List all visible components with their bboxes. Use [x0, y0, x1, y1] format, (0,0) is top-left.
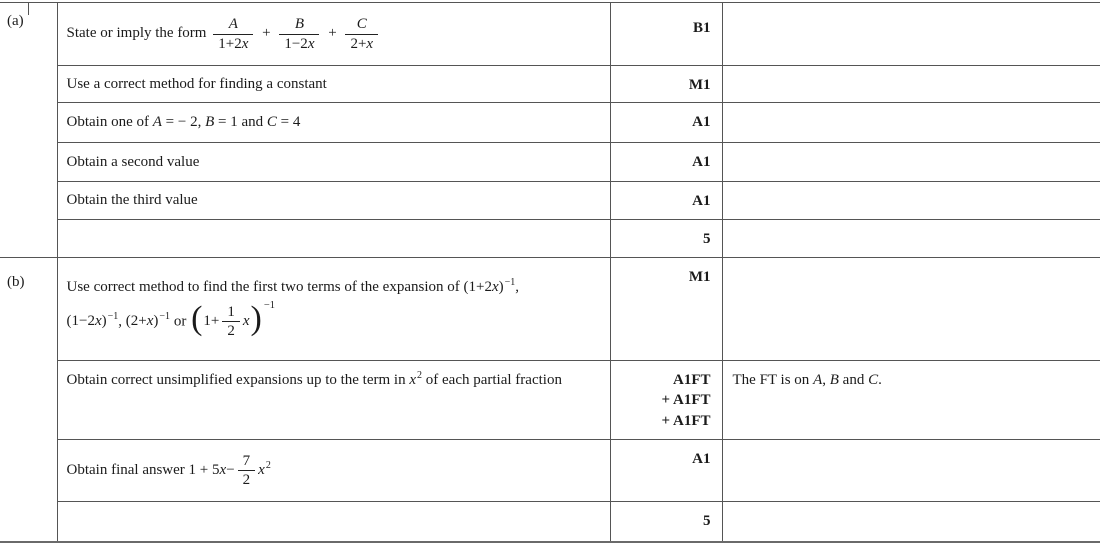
row-b2	[0, 361, 1100, 440]
comment-cell	[722, 182, 1100, 220]
open-paren: (	[191, 300, 203, 338]
variable-c: C	[266, 114, 277, 131]
comment-cell: The FT is on A, B and C.	[722, 361, 1100, 440]
row-a4	[0, 143, 1100, 182]
description-cell: Obtain one of A = − 2, B = 1 and C = 4	[57, 103, 610, 143]
expr-1plus2x-inv: $(1+2x)^{-1}$	[463, 277, 516, 296]
comment-cell	[722, 220, 1100, 258]
description-cell: Obtain correct unsimplified expansions up to the term in $x^2$ of each partial fraction	[57, 361, 610, 440]
close-paren: )	[250, 300, 262, 338]
mark-scheme-table	[0, 2, 1100, 543]
comment-cell	[722, 440, 1100, 502]
description-cell: Obtain the third value	[57, 182, 610, 220]
mark-cell: A1	[610, 182, 722, 220]
variable-x: x	[409, 372, 417, 388]
expr-1minus2x-inv: $(1-2x)^{-1}$	[66, 311, 119, 330]
comment-cell	[722, 258, 1100, 361]
comment-cell	[722, 502, 1100, 542]
description-text: State or imply the form	[66, 25, 207, 42]
comment-cell	[722, 103, 1100, 143]
fraction-seven-halves: $\frac{7}{2}$	[238, 453, 256, 489]
variable-c: C	[868, 372, 879, 388]
description-cell: Use a correct method for finding a constant	[57, 66, 610, 103]
part-label-b: (b)	[7, 274, 25, 290]
row-a-total	[0, 220, 1100, 258]
fraction-b-over-1minus2x: $\frac{B}{1-2x}$	[279, 16, 319, 52]
description-cell	[57, 258, 610, 361]
total-marks-cell: 5	[610, 220, 722, 258]
mark-line: + A1FT	[661, 412, 711, 429]
row-b3	[0, 440, 1100, 502]
row-b-total	[0, 502, 1100, 542]
description-line-2: $(1-2x)^{-1}$, $(2+x)^{-1}$ or (1+ $\frac{1}{2}$ x) $^{-1}$	[66, 300, 276, 340]
mark-cell: A1	[610, 143, 722, 182]
mark-cell: B1	[610, 3, 722, 66]
description-cell	[57, 440, 610, 502]
mark-cell: A1	[610, 440, 722, 502]
total-marks-cell: 5	[610, 502, 722, 542]
description-cell: Obtain a second value	[57, 143, 610, 182]
mark-cell: M1	[610, 258, 722, 361]
row-a2	[0, 66, 1100, 103]
description-cell	[57, 3, 610, 66]
part-label-b-cell	[0, 258, 57, 542]
part-label-a: (a)	[7, 13, 24, 29]
plus-operator: +	[262, 25, 271, 42]
row-a3	[0, 103, 1100, 143]
part-label-a-cell	[0, 3, 57, 258]
row-a5	[0, 182, 1100, 220]
description-line-1: Use correct method to find the first two terms of the expansion of $(1+2x)^{-1}$,	[66, 277, 520, 296]
plus-operator: +	[328, 25, 337, 42]
scan-artifact-tick	[28, 2, 29, 15]
description-text: Obtain one of	[66, 114, 153, 131]
variable-a: A	[813, 372, 823, 388]
variable-b: B	[205, 114, 215, 131]
comment-cell	[722, 66, 1100, 103]
row-a1	[0, 3, 1100, 66]
mark-line: + A1FT	[661, 392, 711, 409]
final-answer-formula: Obtain final answer 1 + 5x− $\frac{7}{2}$ $x^2$	[66, 452, 271, 488]
description-cell	[57, 502, 610, 542]
mark-cell: A1	[610, 103, 722, 143]
description-formula	[66, 16, 382, 52]
description-cell	[57, 220, 610, 258]
variable-b: B	[829, 372, 839, 388]
comment-cell	[722, 143, 1100, 182]
fraction-one-half: $\frac{1}{2}$	[222, 304, 240, 340]
expr-1plus-half-x-inv: (1+ $\frac{1}{2}$ x) $^{-1}$	[191, 300, 276, 340]
variable-a: A	[152, 114, 162, 131]
mark-cell	[610, 361, 722, 440]
comment-cell	[722, 3, 1100, 66]
expr-2plusx-inv: $(2+x)^{-1}$	[125, 311, 171, 330]
row-b1	[0, 258, 1100, 361]
mark-cell: M1	[610, 66, 722, 103]
mark-line: A1FT	[673, 372, 711, 388]
fraction-a-over-1plus2x: $\frac{A}{1+2x}$	[213, 16, 253, 52]
fraction-c-over-2plusx: $\frac{C}{2+x}$	[345, 16, 378, 52]
